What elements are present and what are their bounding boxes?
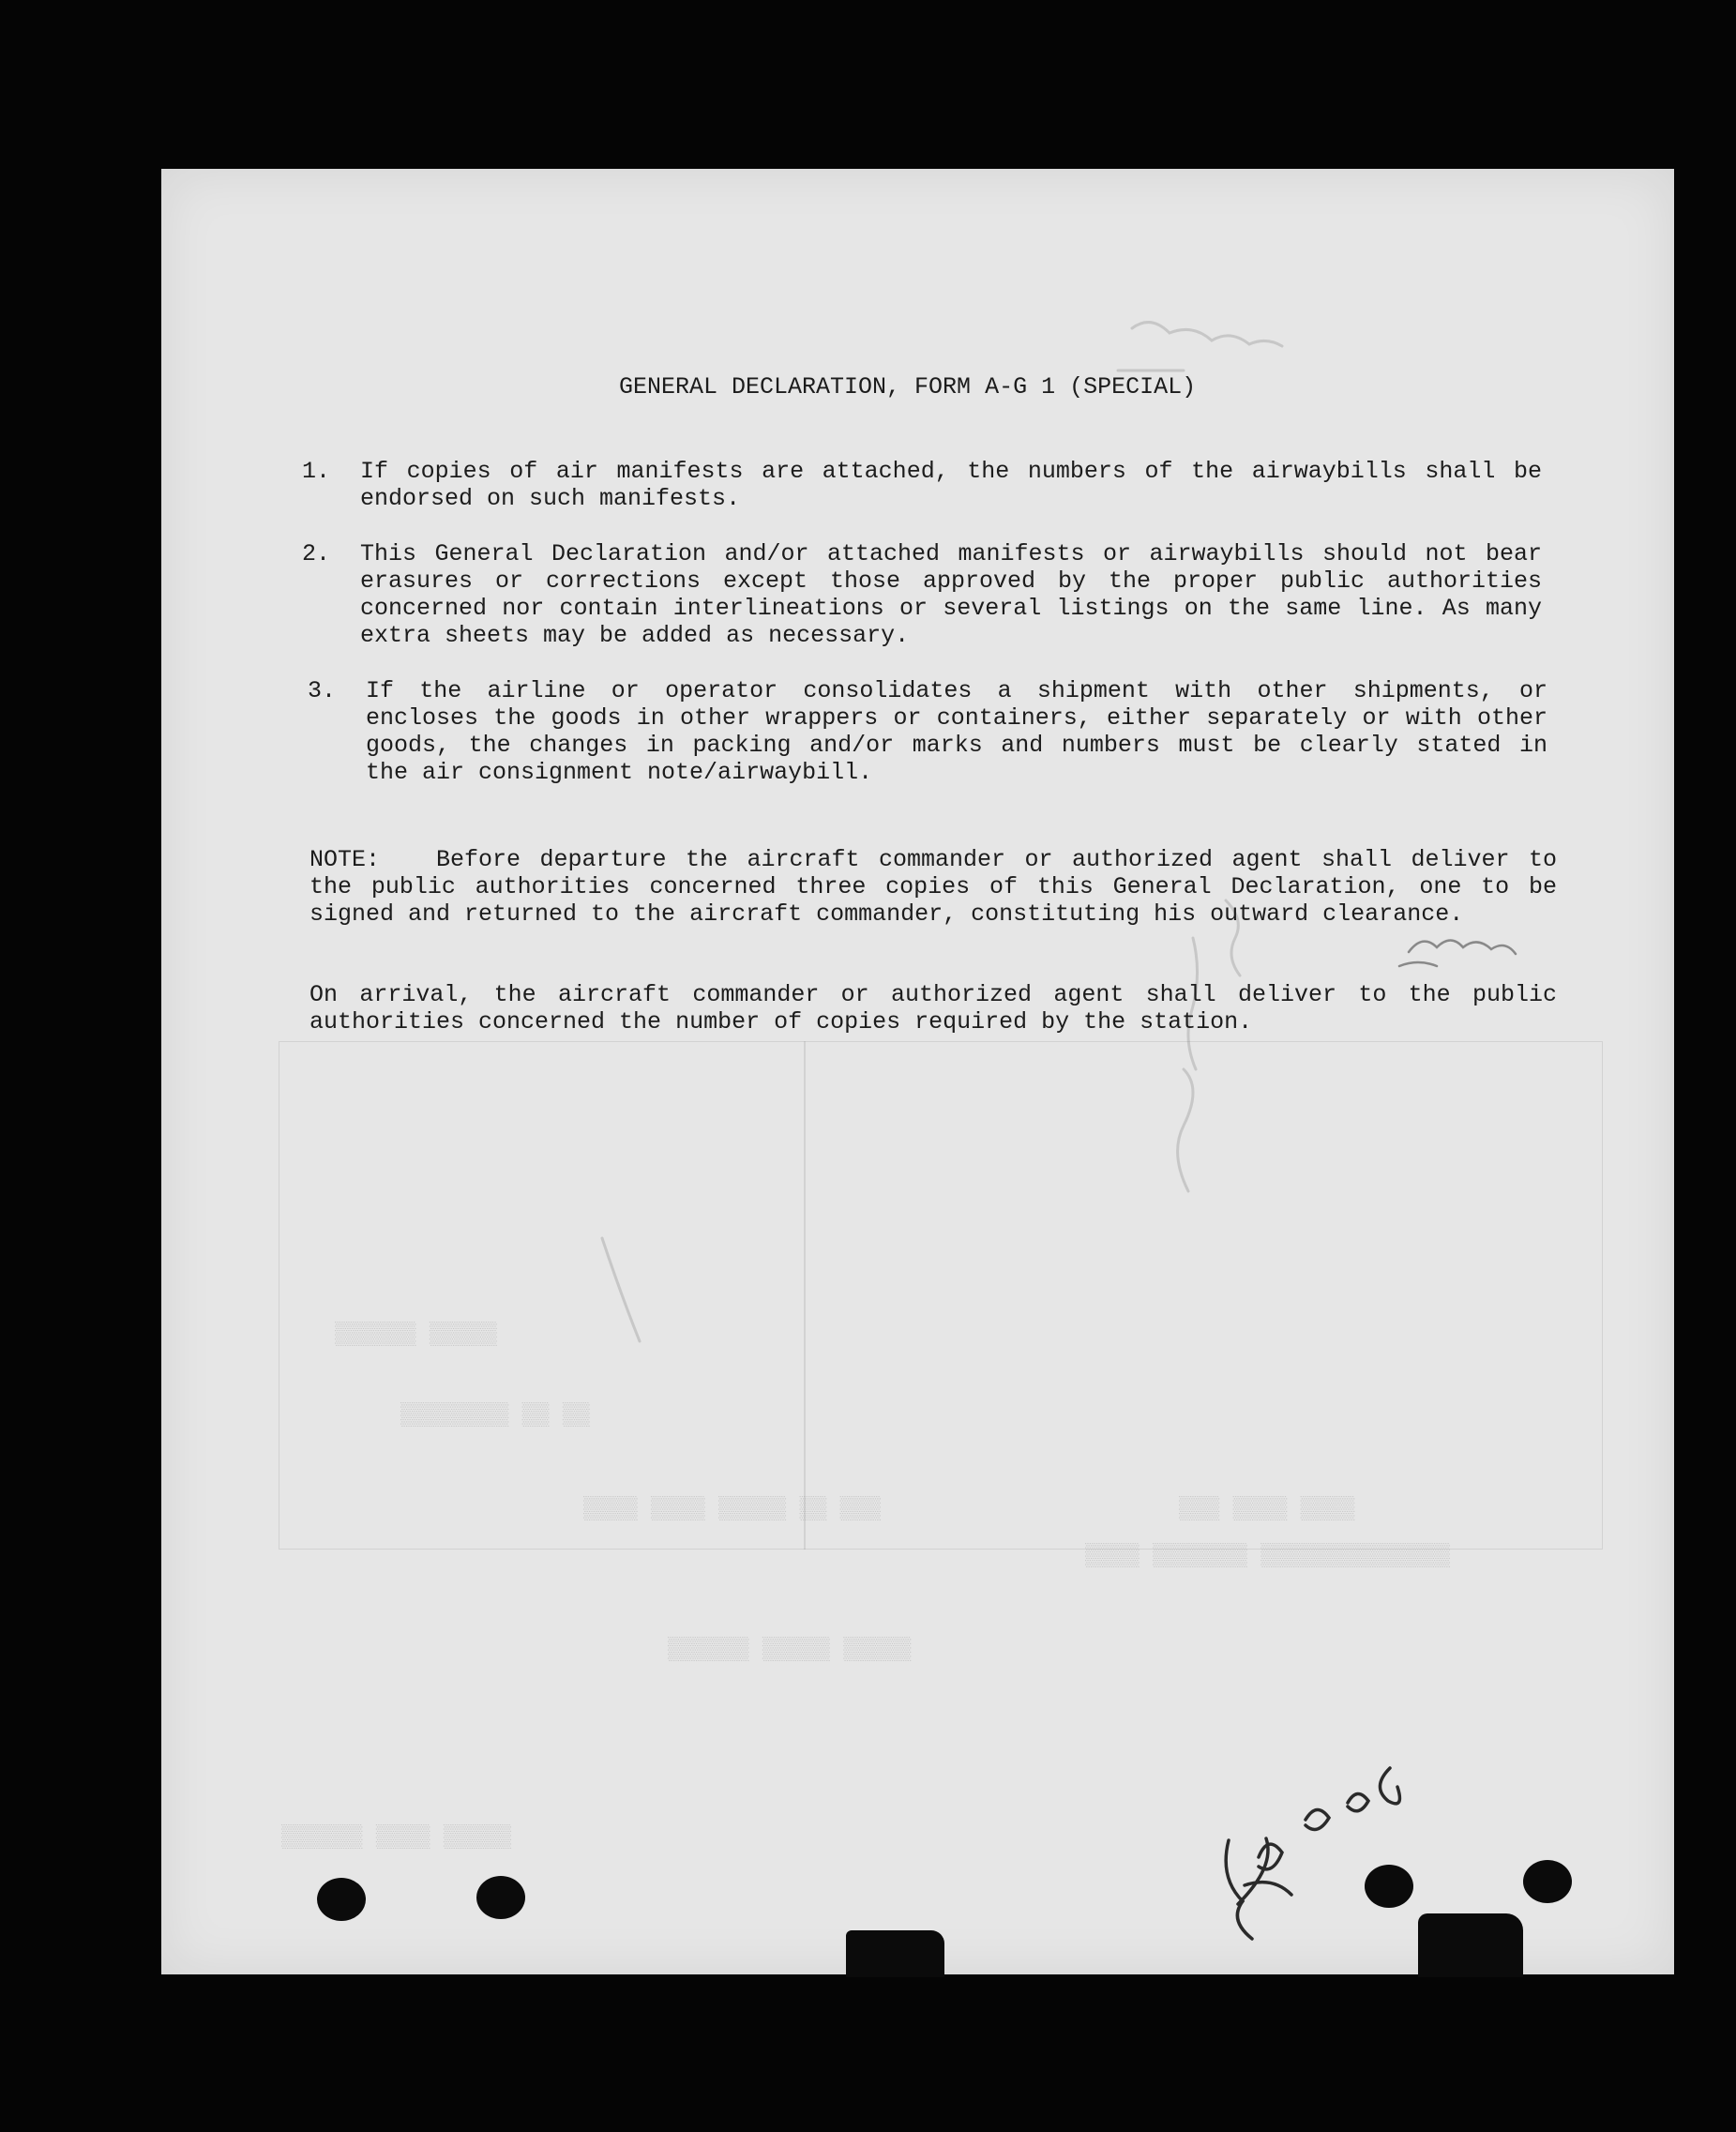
document-page	[161, 169, 1674, 1974]
list-item-number: 3.	[308, 677, 337, 704]
note-paragraph	[309, 846, 1557, 928]
bleed-through-ghost-text: ▒▒▒▒ ▒▒▒▒▒▒▒ ▒▒▒▒▒▒▒▒▒▒▒▒▒▒	[1085, 1541, 1450, 1566]
bleed-through-ghost-text: ▒▒▒▒▒▒ ▒▒▒▒▒ ▒▒▒▒▒	[668, 1635, 912, 1660]
note-text: Before departure the aircraft commander or authorized agent shall deliver to the public authorities concerned three copies of this General Declaration, one to be signed and returned to the aircraft commander, constituting his outward clearance.	[309, 846, 1557, 928]
list-item-2	[302, 540, 1559, 653]
list-item-number: 1.	[302, 458, 331, 485]
punch-hole	[1365, 1865, 1413, 1908]
list-item-3	[308, 677, 1564, 790]
bleed-through-ghost-text: ▒▒▒▒▒▒ ▒▒▒▒▒	[335, 1320, 497, 1345]
bleed-through-ghost-text: ▒▒▒▒▒▒▒▒ ▒▒ ▒▒	[400, 1400, 590, 1426]
bleed-through-ghost-text: ▒▒▒▒ ▒▒▒▒ ▒▒▒▒▒ ▒▒ ▒▒▒	[583, 1494, 881, 1520]
binder-tab	[846, 1930, 944, 1977]
document-title: GENERAL DECLARATION, FORM A-G 1 (SPECIAL)	[619, 373, 1197, 401]
arrival-paragraph: On arrival, the aircraft commander or authorized agent shall deliver to the public authorities concerned the number of copies required by the station.	[309, 981, 1557, 1036]
punch-hole	[317, 1878, 366, 1921]
punch-hole	[476, 1876, 525, 1919]
punch-hole	[1523, 1860, 1572, 1903]
list-item-number: 2.	[302, 540, 331, 567]
bleed-through-handwriting-graphic	[161, 169, 1674, 1974]
list-item-1	[302, 458, 1559, 514]
bleed-through-ghost-text: ▒▒▒▒▒▒ ▒▒▒▒ ▒▒▒▒▒	[281, 1822, 511, 1848]
list-item-text: If the airline or operator consolidates a shipment with other shipments, or encloses the goods in other wrappers or containers, either separately or with other goods, the changes in packing and/or marks and numbers must be clearly stated in the air consignment note/airwaybill.	[366, 677, 1547, 786]
note-label: NOTE:	[309, 846, 381, 873]
list-item-text: If copies of air manifests are attached, the numbers of the airwaybills shall be endorsed on such manifests.	[360, 458, 1542, 512]
bleed-through-ghost-text: ▒▒▒ ▒▒▒▒ ▒▒▒▒	[1179, 1494, 1355, 1520]
binder-tab	[1418, 1913, 1523, 1977]
list-item-text: This General Declaration and/or attached manifests or airwaybills should not bear erasures or corrections except those approved by the proper public authorities concerned nor contain interlineations or several listings on the same line. As many extra sheets may be added as necessary.	[360, 540, 1542, 649]
